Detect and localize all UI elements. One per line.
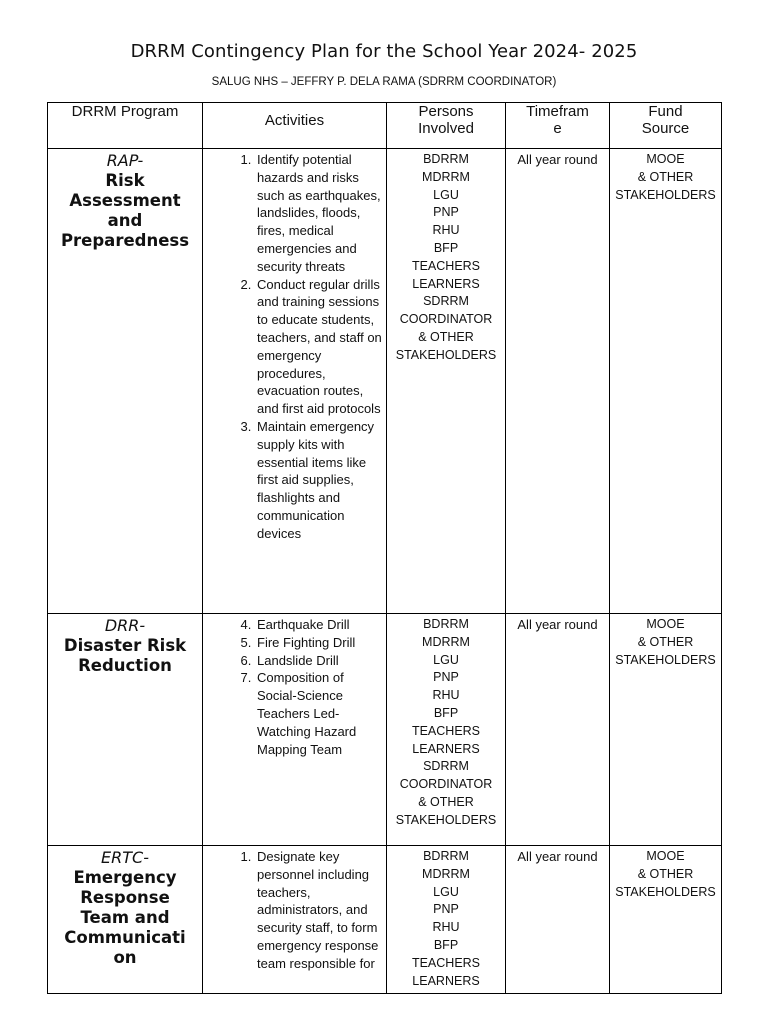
program-name-line: Communicati	[64, 928, 186, 947]
person-entry: MDRRM	[422, 169, 470, 184]
fund-entry: STAKEHOLDERS	[615, 652, 716, 667]
person-entry: MDRRM	[422, 866, 470, 881]
persons-cell	[387, 614, 506, 846]
program-cell	[48, 149, 203, 614]
activities-cell	[203, 846, 387, 994]
activities-list	[203, 149, 386, 543]
program-name-line: Risk	[105, 171, 145, 190]
person-entry: BFP	[433, 937, 459, 952]
fund-source-cell	[610, 614, 722, 846]
person-entry: SDRRM	[423, 759, 469, 774]
person-entry: & OTHER	[418, 329, 474, 344]
activity-item: 1. Designate key personnel including teachers, administrators, and security staff, to form emergency response team responsible for	[255, 848, 382, 973]
person-entry: STAKEHOLDERS	[395, 812, 497, 827]
table-row	[48, 846, 722, 994]
activity-item: 4. Earthquake Drill	[255, 616, 382, 634]
person-entry: LEARNERS	[412, 741, 480, 756]
document-title: DRRM Contingency Plan for the School Year 2024- 2025	[130, 41, 638, 62]
timeframe-cell: All year round	[506, 846, 610, 994]
person-entry: BDRRM	[423, 617, 469, 631]
fund-entry: MOOE	[646, 152, 685, 166]
program-code: RAP-	[106, 151, 144, 170]
activities-cell	[203, 614, 387, 846]
table-row	[48, 149, 722, 614]
program-name-line: and	[107, 211, 143, 230]
program-name-line: Response	[80, 888, 170, 907]
fund-entry: & OTHER	[637, 634, 694, 649]
activities-cell	[203, 149, 387, 614]
activity-item: 2. Conduct regular drills and training sessions to educate students, teachers, and staff on emergency procedures, evacuation routes, and first aid protocols	[255, 276, 382, 418]
header-persons-involved: Persons Involved	[387, 103, 506, 149]
fund-entry: & OTHER	[637, 866, 694, 881]
person-entry: LGU	[433, 187, 459, 202]
activity-item: 1. Identify potential hazards and risks such as earthquakes, landslides, floods, fires, medical emergencies and security threats	[255, 151, 382, 276]
table-row	[48, 614, 722, 846]
person-entry: SDRRM	[423, 294, 469, 309]
program-code: DRR-	[104, 616, 146, 635]
person-entry: LGU	[433, 652, 459, 667]
program-name-line: Reduction	[78, 656, 172, 675]
person-entry: PNP	[433, 902, 459, 917]
activities-list	[203, 846, 386, 973]
person-entry: LEARNERS	[412, 276, 480, 291]
person-entry: COORDINATOR	[399, 312, 493, 327]
person-entry: COORDINATOR	[399, 777, 493, 792]
fund-source-cell	[610, 149, 722, 614]
persons-cell	[387, 149, 506, 614]
table-header-row	[48, 103, 722, 149]
program-name-line: Preparedness	[60, 231, 190, 250]
fund-entry: STAKEHOLDERS	[615, 187, 716, 202]
activity-item: 6. Landslide Drill	[255, 652, 382, 670]
person-entry: TEACHERS	[411, 723, 481, 738]
program-cell	[48, 846, 203, 994]
timeframe-cell: All year round	[506, 614, 610, 846]
activity-item: 7. Composition of Social-Science Teachers Led-Watching Hazard Mapping Team	[255, 669, 382, 758]
activities-list	[203, 614, 386, 758]
program-name-line: on	[113, 948, 137, 967]
person-entry: BDRRM	[423, 849, 469, 863]
person-entry: TEACHERS	[411, 258, 481, 273]
activity-item: 5. Fire Fighting Drill	[255, 634, 382, 652]
fund-entry: STAKEHOLDERS	[615, 884, 716, 899]
person-entry: BDRRM	[423, 152, 469, 166]
persons-cell	[387, 846, 506, 994]
program-name-line: Team and	[80, 908, 170, 927]
header-activities: Activities	[203, 103, 387, 149]
person-entry: RHU	[432, 920, 460, 935]
person-entry: & OTHER	[418, 794, 474, 809]
person-entry: PNP	[433, 670, 459, 685]
person-entry: RHU	[432, 688, 460, 703]
fund-entry: MOOE	[646, 849, 685, 863]
program-code: ERTC-	[101, 848, 149, 867]
person-entry: PNP	[433, 205, 459, 220]
person-entry: LEARNERS	[412, 973, 480, 988]
header-fund-source: Fund Source	[610, 103, 722, 149]
header-drrm-program: DRRM Program	[48, 103, 203, 149]
fund-source-cell	[610, 846, 722, 994]
fund-entry: & OTHER	[637, 169, 694, 184]
header-timeframe: Timefram e	[506, 103, 610, 149]
person-entry: RHU	[432, 223, 460, 238]
timeframe-cell: All year round	[506, 149, 610, 614]
program-cell	[48, 614, 203, 846]
program-name-line: Disaster Risk	[63, 636, 187, 655]
person-entry: MDRRM	[422, 634, 470, 649]
program-name-line: Emergency	[73, 868, 177, 887]
fund-entry: MOOE	[646, 617, 685, 631]
person-entry: TEACHERS	[411, 955, 481, 970]
person-entry: BFP	[433, 240, 459, 255]
person-entry: BFP	[433, 705, 459, 720]
activity-item: 3. Maintain emergency supply kits with essential items like first aid supplies, flashlights and communication devices	[255, 418, 382, 543]
document-subtitle: SALUG NHS – JEFFRY P. DELA RAMA (SDRRM COORDINATOR)	[211, 76, 557, 88]
program-name-line: Assessment	[69, 191, 181, 210]
person-entry: LGU	[433, 884, 459, 899]
person-entry: STAKEHOLDERS	[395, 347, 497, 362]
contingency-plan-table	[47, 102, 722, 994]
